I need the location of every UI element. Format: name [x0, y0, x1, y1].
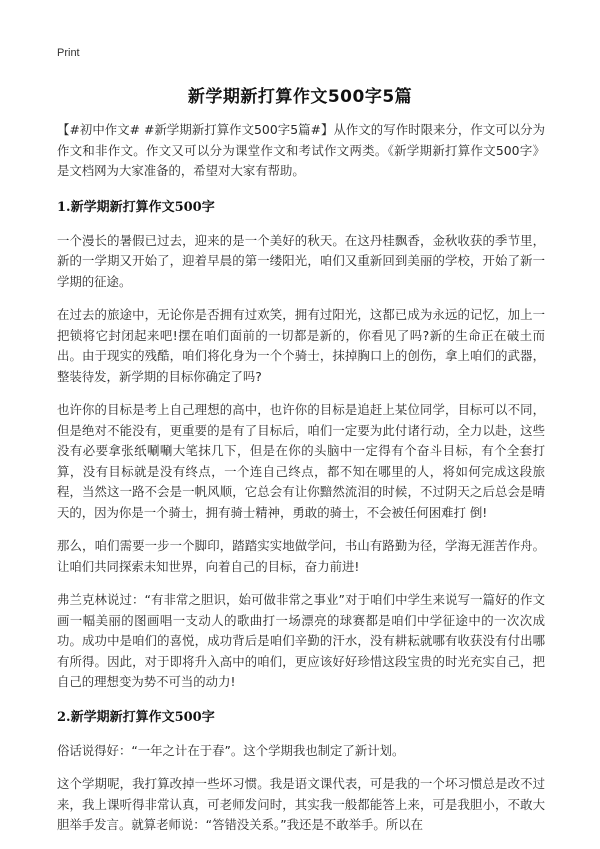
section-2-paragraph-2: 这个学期呢，我打算改掉一些坏习惯。我是语文课代表，可是我的一个坏习惯总是改不过来，我上课听得非常认真，可老师发问时，其实我一般都能答上来，可是我胆小，不敢大胆举手发言。就算老师说：“答错没关系。”我还是不敢举手。所以在 [57, 776, 545, 832]
section-1-paragraph-5: 弗兰克林说过：“有非常之胆识，始可做非常之事业”对于咱们中学生来说写一篇好的作文画一幅美丽的图画唱一支动人的歌曲打一场漂亮的球赛都是咱们中学征途中的一次次成功。成功中是咱们的喜悦，成功背后是咱们辛勤的汗水，没有耕耘就哪有收获没有付出哪有所得。因此，对于即将升入高中的咱们，更应该好好珍惜这段宝贵的时光充实自己，把自己的理想变为势不可当的动力! [57, 592, 545, 689]
section-2-paragraph-1: 俗话说得好：“一年之计在于春”。这个学期我也制定了新计划。 [57, 742, 405, 758]
section-2-heading: 2.新学期新打算作文500字 [57, 709, 215, 725]
section-1-heading: 1.新学期新打算作文500字 [57, 199, 215, 215]
intro-paragraph: 【#初中作文# #新学期新打算作文500字5篇#】从作文的写作时限来分，作文可以分为作文和非作文。作文又可以分为课堂作文和考试作文两类。《新学期新打算作文500字》是文档网为大家准备的，希望对大家有帮助。 [57, 122, 545, 178]
print-label: Print [57, 47, 80, 59]
document-body [57, 120, 545, 849]
section-1-paragraph-2: 在过去的旅途中，无论你是否拥有过欢笑，拥有过阳光，这都已成为永远的记忆，加上一把锁将它封闭起来吧!摆在咱们面前的一切都是新的，你看见了吗?新的生命正在破土而出。由于现实的残酷，咱们将化身为一个个骑士，抹掉胸口上的创伤，拿上咱们的武器，整装待发，新学期的目标你确定了吗? [57, 307, 545, 384]
section-1-paragraph-3: 也许你的目标是考上自己理想的高中，也许你的目标是追赶上某位同学，目标可以不同，但是绝对不能没有，更重要的是有了目标后，咱们一定要为此付诸行动，全力以赴，这些没有必要拿张纸唰唰大笔抹几下，但是在你的头脑中一定得有个奋斗目标，有个全套打算，没有目标就是没有终点，一个连自己终点，都不知在哪里的人，将如何完成这段旅程，当然这一路不会是一帆风顺，它总会有让你黯然流泪的时候，不过阴天之后总会是晴天的，因为你是一个骑士，拥有骑士精神，勇敢的骑士，不会被任何困难打 倒! [57, 402, 545, 520]
section-1-paragraph-4: 那么，咱们需要一步一个脚印，踏踏实实地做学问，书山有路勤为径，学海无涯苦作舟。让咱们共同探索未知世界，向着自己的目标，奋力前进! [57, 538, 545, 574]
section-1-paragraph-1: 一个漫长的暑假已过去，迎来的是一个美好的秋天。在这丹桂飘香，金秋收获的季节里，新的一学期又开始了，迎着早晨的第一缕阳光，咱们又重新回到美丽的学校，开始了新一学期的征途。 [57, 232, 545, 289]
document-title: 新学期新打算作文500字5篇 [187, 87, 413, 107]
